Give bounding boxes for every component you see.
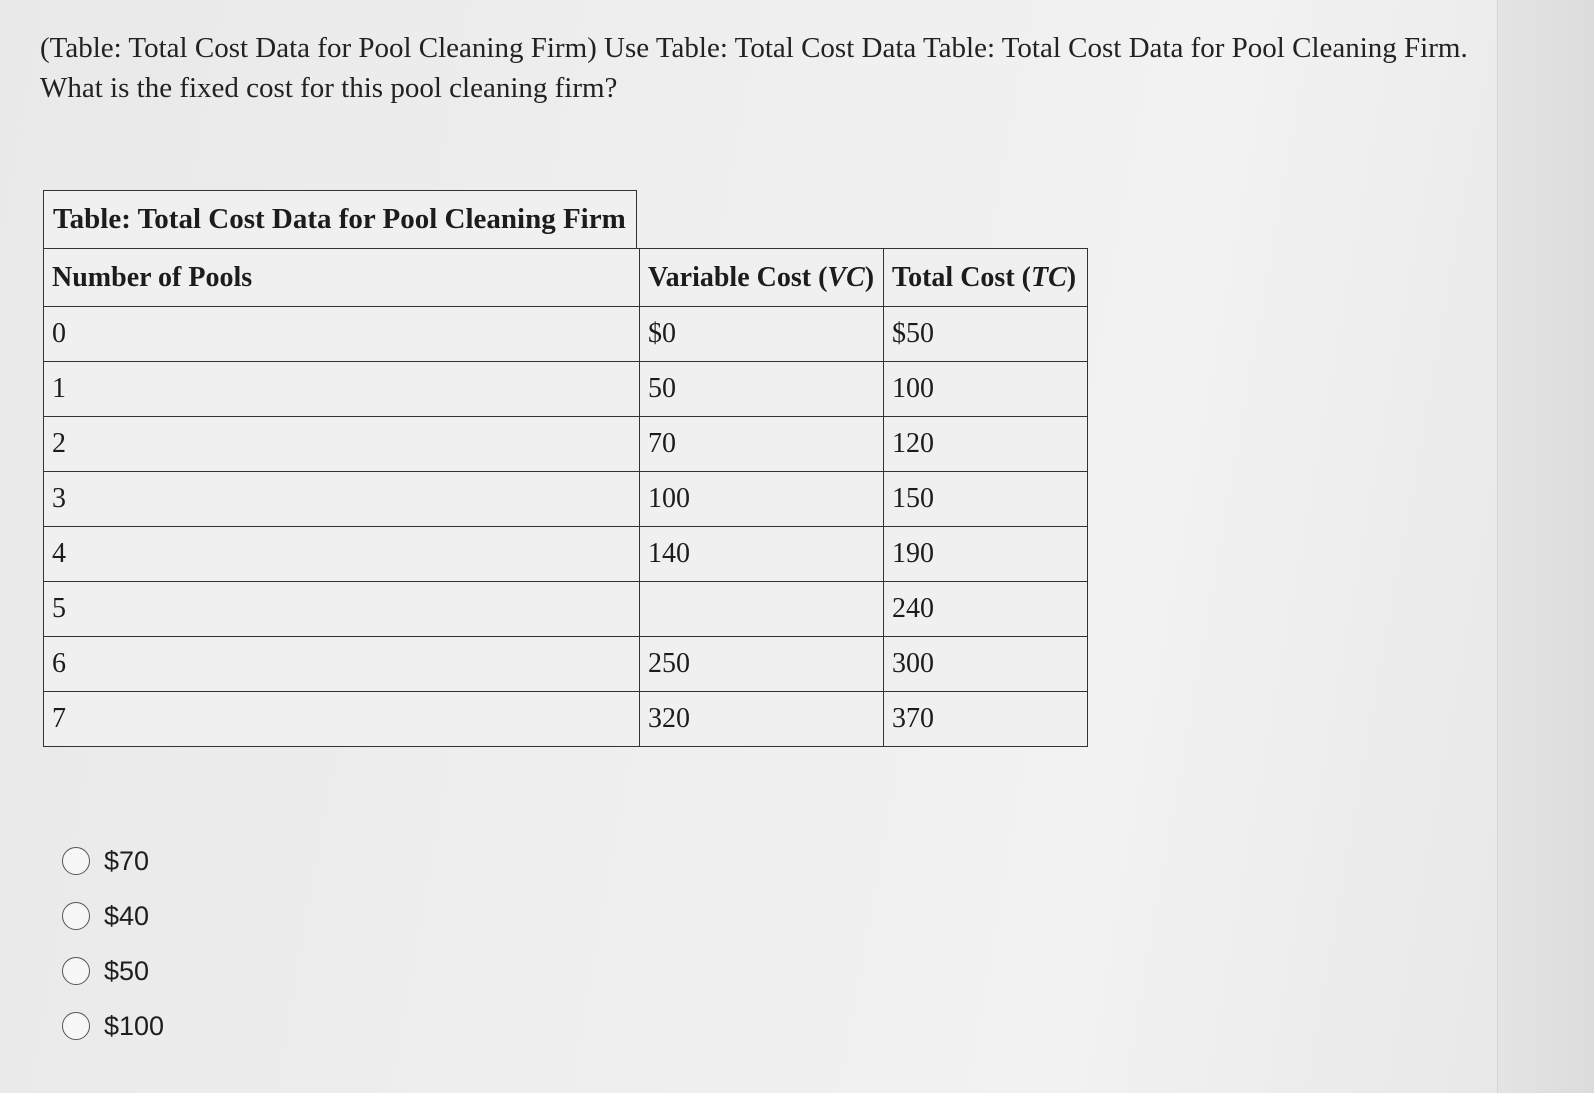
table-header-row [44,249,1088,307]
answer-options [62,834,164,1054]
cell-pools: 0 [44,307,640,362]
cell-total-cost: 100 [884,362,1088,417]
header-total-cost [884,249,1088,307]
cell-total-cost: 300 [884,637,1088,692]
table-row [44,692,1088,747]
answer-option-label[interactable]: $70 [104,845,150,876]
cell-variable-cost [640,582,884,637]
header-number-of-pools: Number of Pools [44,249,640,307]
cell-pools: 6 [44,637,640,692]
cell-pools: 2 [44,417,640,472]
table-row [44,362,1088,417]
answer-option-100[interactable] [62,999,164,1053]
cell-variable-cost: 140 [640,527,884,582]
header-variable-cost [640,249,884,307]
cell-variable-cost: $0 [640,307,884,362]
answer-option-40[interactable] [62,889,164,943]
table-row [44,527,1088,582]
answer-option-label[interactable]: $100 [104,1010,165,1041]
header-vc-main: Variable Cost ( [648,261,828,293]
cell-pools: 3 [44,472,640,527]
cell-total-cost: 240 [884,582,1088,637]
header-vc-close: ) [864,261,875,293]
table-row [44,637,1088,692]
radio-button[interactable] [62,957,90,985]
page-edge [1497,0,1594,1093]
cost-table [43,248,1088,747]
answer-option-label[interactable]: $40 [104,900,150,931]
cell-total-cost: 120 [884,417,1088,472]
cell-total-cost: $50 [884,307,1088,362]
cell-variable-cost: 320 [640,692,884,747]
table-row [44,582,1088,637]
answer-option-70[interactable] [62,834,164,888]
cell-total-cost: 150 [884,472,1088,527]
answer-option-50[interactable] [62,944,164,998]
answer-option-label[interactable]: $50 [104,955,150,986]
cell-pools: 5 [44,582,640,637]
cell-total-cost: 370 [884,692,1088,747]
cell-pools: 4 [44,527,640,582]
cell-variable-cost: 50 [640,362,884,417]
question-line-1: (Table: Total Cost Data for Pool Cleaning Firm) Use Table: Total Cost Data Table: Total Cost Data for Pool Cleaning Firm. [40,32,1468,64]
table-row [44,417,1088,472]
cell-pools: 1 [44,362,640,417]
table-row [44,472,1088,527]
radio-button[interactable] [62,1012,90,1040]
cell-variable-cost: 100 [640,472,884,527]
table-caption: Table: Total Cost Data for Pool Cleaning Firm [43,190,637,248]
header-tc-main: Total Cost ( [892,261,1031,293]
radio-button[interactable] [62,902,90,930]
cell-variable-cost: 70 [640,417,884,472]
question-line-2: What is the fixed cost for this pool cleaning firm? [40,72,618,104]
cell-pools: 7 [44,692,640,747]
header-vc-abbr: VC [827,261,865,293]
question-text [40,28,1490,108]
cell-total-cost: 190 [884,527,1088,582]
radio-button[interactable] [62,847,90,875]
cell-variable-cost: 250 [640,637,884,692]
header-tc-close: ) [1066,261,1077,293]
header-tc-abbr: TC [1030,261,1067,293]
table-row [44,307,1088,362]
